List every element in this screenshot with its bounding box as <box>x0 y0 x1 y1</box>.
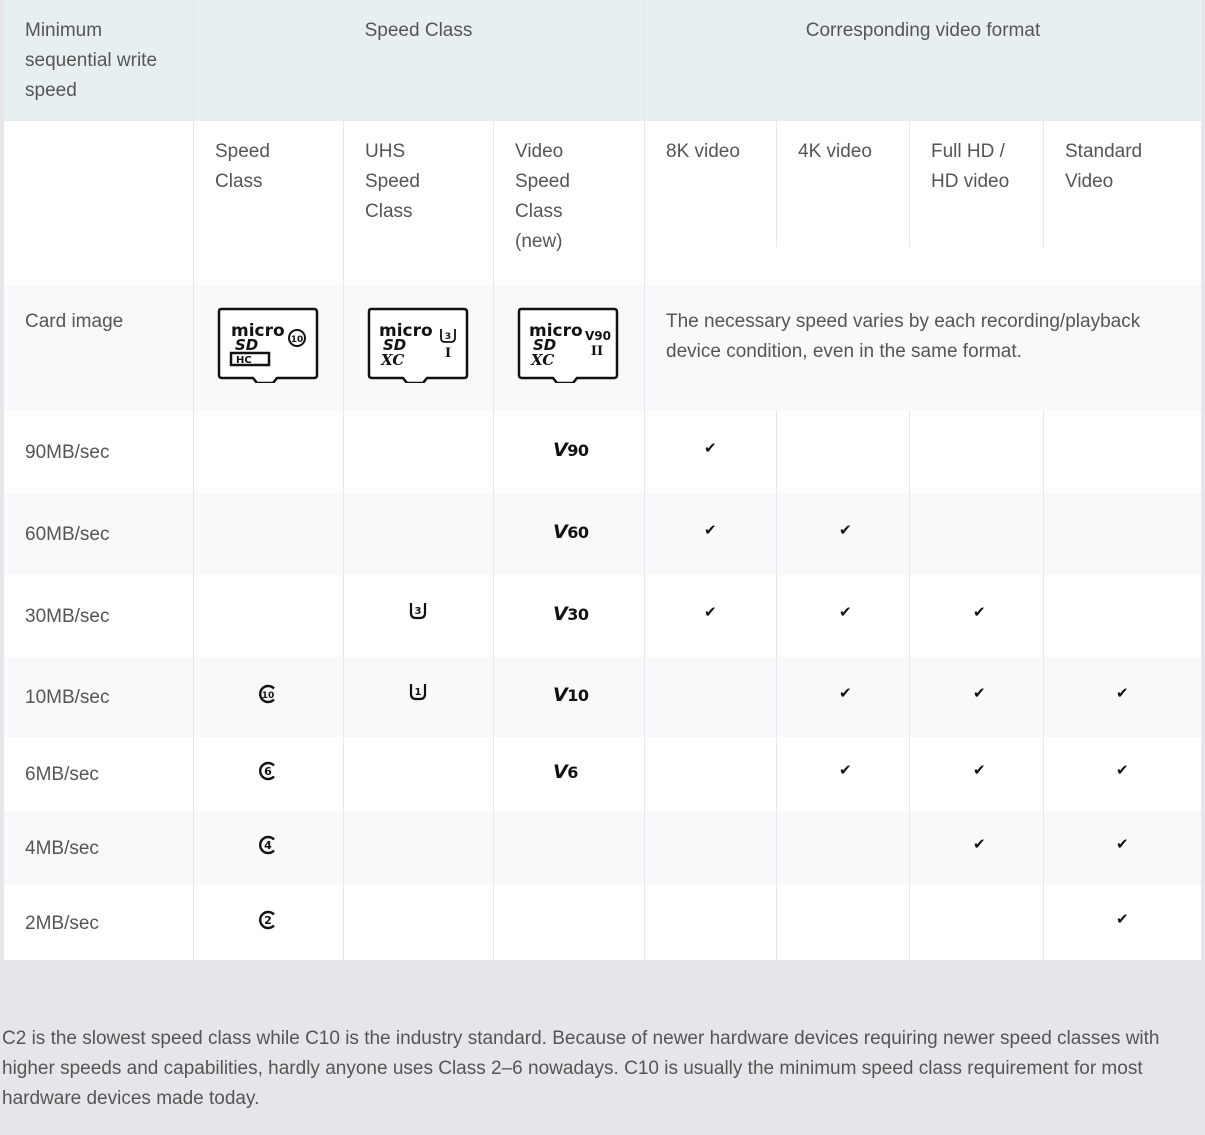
table-row <box>3 657 1202 737</box>
video-speed-prefix: V <box>553 761 568 783</box>
check-icon: ✔ <box>973 761 986 779</box>
speed-class-6-icon <box>257 760 279 782</box>
subheader-fullhd: Full HD / HD video <box>931 141 1010 192</box>
row-speed-label: 4MB/sec <box>25 838 99 859</box>
video-speed-prefix: V <box>553 439 568 461</box>
subheader-uhs-speed-class: UHS Speed Class <box>365 141 420 222</box>
table-row <box>3 411 1202 493</box>
check-icon: ✔ <box>839 521 852 539</box>
check-icon: ✔ <box>1116 684 1129 702</box>
card-image-label: Card image <box>25 311 124 332</box>
video-speed-number: 6 <box>567 763 578 782</box>
speed-class-10-icon <box>257 683 279 705</box>
check-icon: ✔ <box>839 684 852 702</box>
subheader-8k: 8K video <box>666 141 740 162</box>
subheader-4k: 4K video <box>798 141 872 162</box>
video-speed-number: 90 <box>567 441 589 460</box>
video-speed-class-icon <box>553 680 588 711</box>
table-row <box>3 575 1202 657</box>
check-icon: ✔ <box>1116 761 1129 779</box>
microsdxc-uhs-card-icon <box>367 307 469 383</box>
check-icon: ✔ <box>704 521 717 539</box>
video-speed-class-icon <box>553 435 588 466</box>
table-subheader-row <box>3 121 1202 285</box>
svg-text:2: 2 <box>264 914 272 927</box>
check-icon: ✔ <box>1116 910 1129 928</box>
video-speed-class-icon <box>553 757 578 788</box>
header-min-speed: Minimum sequential write speed <box>25 20 158 101</box>
svg-text:I: I <box>444 346 452 361</box>
svg-text:3: 3 <box>414 606 422 617</box>
check-icon: ✔ <box>839 761 852 779</box>
svg-text:micro: micro <box>231 321 285 341</box>
row-speed-label: 90MB/sec <box>25 442 110 463</box>
speed-class-4-icon <box>257 834 279 856</box>
table-row <box>3 811 1202 885</box>
header-video-format: Corresponding video format <box>805 20 1041 41</box>
table-row <box>3 493 1202 575</box>
video-speed-prefix: V <box>553 684 568 706</box>
video-speed-class-icon <box>553 599 588 630</box>
svg-text:micro: micro <box>529 321 583 341</box>
microsdhc-card-icon <box>217 307 319 383</box>
header-speed-class: Speed Class <box>364 20 473 41</box>
subheader-speed-class: Speed Class <box>215 141 270 192</box>
svg-text:SD: SD <box>383 336 407 354</box>
svg-text:SD: SD <box>235 336 259 354</box>
table-row <box>3 737 1202 811</box>
video-speed-number: 10 <box>567 686 589 705</box>
svg-text:XC: XC <box>531 351 555 369</box>
row-speed-label: 10MB/sec <box>25 687 110 708</box>
check-icon: ✔ <box>973 603 986 621</box>
check-icon: ✔ <box>973 684 986 702</box>
uhs-class-1-icon <box>407 681 429 703</box>
video-speed-number: 30 <box>567 605 589 624</box>
speed-class-2-icon <box>257 909 279 931</box>
check-icon: ✔ <box>839 603 852 621</box>
table-row <box>3 885 1202 961</box>
row-speed-label: 2MB/sec <box>25 913 99 934</box>
svg-text:V90: V90 <box>585 329 611 343</box>
card-row-note: The necessary speed varies by each recording/playback device condition, even in the same format. <box>666 311 1141 362</box>
video-speed-prefix: V <box>553 603 568 625</box>
svg-text:3: 3 <box>444 332 452 342</box>
row-speed-label: 6MB/sec <box>25 764 99 785</box>
microsdxc-video-card-icon <box>517 307 619 383</box>
check-icon: ✔ <box>1116 835 1129 853</box>
uhs-class-3-icon <box>407 600 429 622</box>
video-speed-prefix: V <box>553 521 568 543</box>
card-image-row <box>3 285 1202 411</box>
footer-paragraph: C2 is the slowest speed class while C10 is the industry standard. Because of newer hardware devices requiring newer speed classes with higher speeds and capabilities, hardly anyone uses Class 2–6 nowadays. C10 is usually the minimum speed class requirement for most hardware devices made today. <box>2 1028 1160 1109</box>
svg-text:II: II <box>590 344 604 359</box>
row-speed-label: 60MB/sec <box>25 524 110 545</box>
video-speed-number: 60 <box>567 523 589 542</box>
speed-class-table <box>3 0 1202 961</box>
table-header-row <box>3 0 1202 121</box>
subheader-video-speed-class: Video Speed Class (new) <box>515 141 570 252</box>
svg-text:1: 1 <box>414 687 422 698</box>
svg-text:4: 4 <box>264 839 272 852</box>
svg-text:10: 10 <box>261 691 275 701</box>
check-icon: ✔ <box>973 835 986 853</box>
video-speed-class-icon <box>553 517 588 548</box>
svg-text:micro: micro <box>379 321 433 341</box>
row-speed-label: 30MB/sec <box>25 606 110 627</box>
svg-text:10: 10 <box>290 335 304 345</box>
svg-text:SD: SD <box>533 336 557 354</box>
check-icon: ✔ <box>704 603 717 621</box>
svg-text:6: 6 <box>264 765 272 778</box>
subheader-standard: Standard Video <box>1065 141 1143 192</box>
svg-text:HC: HC <box>236 355 252 366</box>
svg-text:XC: XC <box>381 351 405 369</box>
check-icon: ✔ <box>704 439 717 457</box>
